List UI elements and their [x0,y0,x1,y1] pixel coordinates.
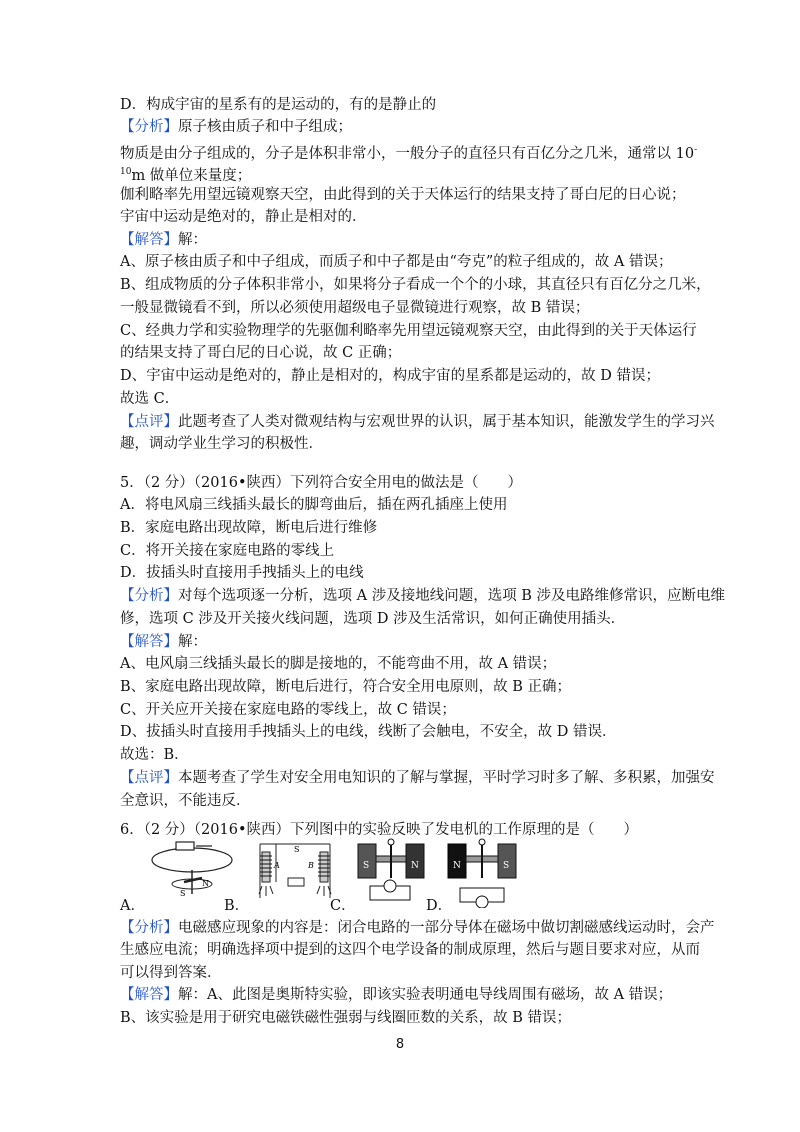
magnet-b-label: B [308,861,314,870]
line-text: D．构成宇宙的星系有的是运动的，有的是静止的 [120,97,437,113]
line-text: 解： [178,634,207,650]
text-line [120,1007,571,1029]
text-line [120,917,715,939]
text-line [120,790,251,812]
text-line [120,94,436,116]
line-text: 解： [178,232,207,248]
figure-a-oersted [146,838,238,900]
text-line [120,984,672,1006]
line-text: D．拔插头时直接用手拽插头上的电线 [120,565,364,581]
pole-n-label: N [453,861,461,871]
magnet-a-label: A [274,861,280,870]
line-text: 趣，调动学业生学习的积极性． [120,436,323,452]
text-line [120,585,725,607]
line-text: 一般显微镜看不到，所以必须使用超级电子显微镜进行观察，故 B 错误； [120,300,590,316]
line-text: 修，选项 C 涉及开关接火线问题，选项 D 涉及生活常识，如何正确使用插头． [120,611,626,627]
line-text: 可以得到答案． [120,965,222,981]
text-line [120,411,715,433]
figure-label-d: D． [426,898,453,914]
pole-s-label: S [180,889,186,898]
line-text: 6．（2 分）（2016•陕西）下列图中的实验反映了发电机的工作原理的是（ ） [120,822,639,838]
text-line [120,653,556,675]
pole-n-label: N [202,879,209,888]
figure-c-magnet-meter [352,838,432,906]
option-a [120,494,507,516]
figure-b-electromagnets [250,838,340,904]
text-line [120,676,571,698]
text-line [120,744,189,766]
line-text: A．将电风扇三线插头最长的脚弯曲后，插在两孔插座上使用 [120,497,508,513]
text-line [120,721,616,743]
line-text: B、家庭电路出现故障，断电后进行，符合安全用电原则，故 B 正确； [120,679,572,695]
line-text: 原子核由质子和中子组成； [178,119,352,135]
line-text: 生感应电流；明确选择项中提到的这四个电学设备的制成原理，然后与题目要求对应，从而 [120,942,700,958]
pole-s-label: S [503,861,510,871]
line-text: 的结果支持了哥白尼的日心说，故 C 正确； [120,345,402,361]
text-line [120,342,401,364]
option-d [120,562,364,584]
text-line [120,939,700,961]
line-text: 5．（2 分）（2016•陕西）下列符合安全用电的做法是（ ） [120,475,523,491]
superscript: - [694,145,698,155]
line-text: A、原子核由质子和中子组成，而质子和中子都是由“夸克”的粒子组成的，故 A 错误； [120,254,673,270]
text-line [120,251,672,273]
text-line [120,608,625,630]
pole-n-label: N [411,861,419,871]
section-tag: 【解答】 [120,232,178,248]
text-line [120,320,697,342]
line-text: C、开关应开关接在家庭电路的零线上，故 C 错误； [120,702,456,718]
text-line [120,184,686,206]
line-text: 故选 C． [120,391,180,407]
option-b [120,517,377,539]
text-line [120,699,456,721]
line-text: 伽利略率先用望远镜观察天空，由此得到的关于天体运行的结果支持了哥白尼的日心说； [120,187,686,203]
line-text: 物质是由分子组成的，分子是体积非常小，一般分子的直径只有百亿分之几米，通常以 10 [120,146,695,162]
line-text: B、组成物质的分子体积非常小，如果将分子看成一个个的小球，其直径只有百亿分之几米， [120,277,711,293]
superscript: 10 [120,167,132,177]
text-line [120,962,222,984]
switch-s-label: S [294,845,300,854]
section-tag: 【点评】 [120,414,178,430]
section-tag: 【点评】 [120,770,178,786]
section-tag: 【分析】 [120,119,178,135]
figure-label-c: C． [330,898,356,914]
figure-label-a: A． [120,898,145,914]
line-text: A、电风扇三线插头最长的脚是接地的，不能弯曲不用，故 A 错误； [120,656,557,672]
figure-row [120,838,540,922]
line-text: D、宇宙中运动是绝对的，静止是相对的，构成宇宙的星系都是运动的，故 D 错误； [120,368,660,384]
line-text: 全意识，不能违反． [120,793,251,809]
text-line [120,206,367,228]
text-line [120,274,711,296]
text-line [120,433,323,455]
line-text: 电磁感应现象的内容是：闭合电路的一部分导体在磁场中做切割磁感线运动时，会产 [178,920,715,936]
line-text: C．将开关接在家庭电路的零线上 [120,543,335,559]
question-5-stem [120,472,522,494]
line-text: 宇宙中运动是绝对的，静止是相对的． [120,209,367,225]
section-tag: 【解答】 [120,987,178,1003]
line-text: B、该实验是用于研究电磁铁磁性强弱与线圈匝数的关系，故 B 错误； [120,1010,572,1026]
pole-s-label: S [363,861,370,871]
section-tag: 【分析】 [120,588,178,604]
line-text: 本题考查了学生对安全用电知识的了解与掌握，平时学习时多了解、多积累，加强安 [178,770,715,786]
line-text: 解：A、此图是奥斯特实验，即该实验表明通电导线周围有磁场，故 A 错误； [178,987,673,1003]
page-number: 8 [395,1037,405,1052]
text-line [120,388,179,410]
text-line [120,116,352,138]
line-text: 此题考查了人类对微观结构与宏观世界的认识，属于基本知识，能激发学生的学习兴 [178,414,715,430]
text-line [120,631,207,653]
text-line [120,229,207,251]
section-tag: 【解答】 [120,634,178,650]
section-tag: 【分析】 [120,920,178,936]
line-text: C、经典力学和实验物理学的先驱伽利略率先用望远镜观察天空，由此得到的关于天体运行 [120,323,697,339]
text-line [120,297,589,319]
line-text: B．家庭电路出现故障，断电后进行维修 [120,520,378,536]
line-text: D、拔插头时直接用手拽插头上的电线，线断了会触电，不安全，故 D 错误． [120,724,617,740]
figure-d-generator [440,838,526,908]
line-text: 对每个选项逐一分析，选项 A 涉及接地线问题，选项 B 涉及电路维修常识，应断电维 [178,588,726,604]
figure-label-b: B． [224,898,250,914]
line-text: 故选：B． [120,747,189,763]
line-text: m 做单位来量度； [131,168,252,184]
text-line [120,365,660,387]
text-line [120,767,715,789]
option-c [120,540,334,562]
